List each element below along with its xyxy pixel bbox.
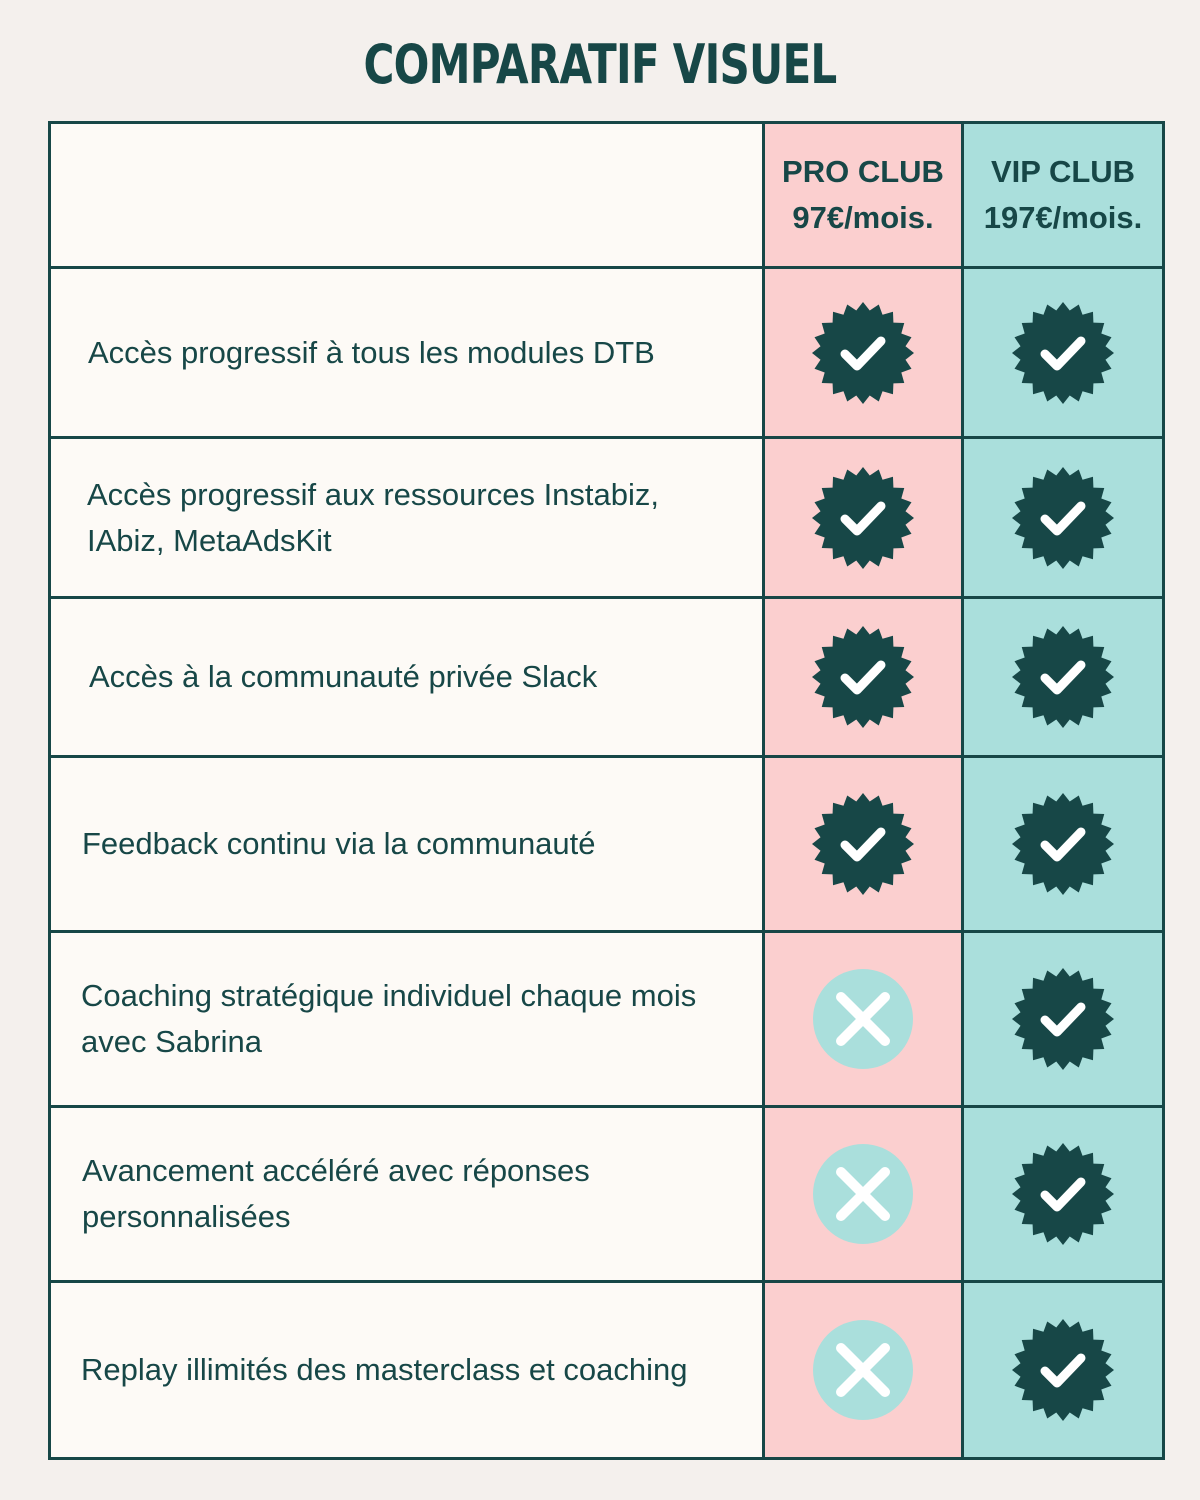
feature-cell [48,436,765,599]
check-badge-icon [1011,792,1115,896]
feature-label-line: avec Sabrina [81,1024,262,1059]
pro-club-cell [762,596,964,758]
feature-label [82,821,596,867]
vip-club-cell [961,1280,1165,1460]
feature-cell [48,1105,765,1283]
check-badge-icon [811,792,915,896]
check-badge-icon [811,466,915,570]
vip-club-cell [961,755,1165,933]
vip-club-price: 197€/mois. [983,200,1143,235]
cross-circle-icon [811,1318,915,1422]
header-pro-club [762,121,964,269]
feature-cell [48,755,765,933]
pro-club-cell [762,755,964,933]
vip-club-name: VIP CLUB [990,154,1136,189]
feature-label-line: Replay illimités des masterclass et coaching [81,1352,688,1387]
feature-label [87,472,659,564]
check-badge-icon [1011,1318,1115,1422]
check-badge-icon [1011,967,1115,1071]
vip-club-cell [961,930,1165,1108]
check-badge-icon [1011,466,1115,570]
pro-club-cell [762,266,964,439]
pro-club-cell [762,436,964,599]
feature-cell [48,930,765,1108]
page-title: COMPARATIF VISUEL [363,33,837,96]
pro-club-cell [762,1280,964,1460]
comparison-table [48,121,1165,1460]
cross-circle-icon [811,1142,915,1246]
feature-label [88,330,655,376]
pro-club-name: PRO CLUB [782,154,944,189]
vip-club-cell [961,436,1165,599]
pro-club-cell [762,1105,964,1283]
feature-cell [48,266,765,439]
feature-label-line: Feedback continu via la communauté [82,826,596,861]
feature-cell [48,1280,765,1460]
feature-label-line: Avancement accéléré avec réponses [82,1153,590,1188]
feature-label-line: Accès à la communauté privée Slack [89,659,598,694]
pro-club-cell [762,930,964,1108]
feature-cell [48,596,765,758]
check-badge-icon [1011,625,1115,729]
vip-club-cell [961,266,1165,439]
cross-circle-icon [811,967,915,1071]
header-vip-club [961,121,1165,269]
feature-label [89,654,597,700]
check-badge-icon [811,301,915,405]
check-badge-icon [1011,1142,1115,1246]
feature-label-line: Coaching stratégique individuel chaque mois [81,978,697,1013]
pro-club-price: 97€/mois. [792,200,934,235]
header-empty-cell [48,121,765,269]
vip-club-cell [961,1105,1165,1283]
feature-label-line: personnalisées [82,1199,291,1234]
feature-label-line: IAbiz, MetaAdsKit [87,522,332,558]
feature-label-line: Accès progressif à tous les modules DTB [88,334,655,370]
feature-label [81,973,696,1065]
check-badge-icon [1011,301,1115,405]
feature-label [81,1347,687,1393]
check-badge-icon [811,625,915,729]
vip-club-cell [961,596,1165,758]
feature-label-line: Accès progressif aux ressources Instabiz, [87,476,660,512]
feature-label [82,1148,590,1240]
